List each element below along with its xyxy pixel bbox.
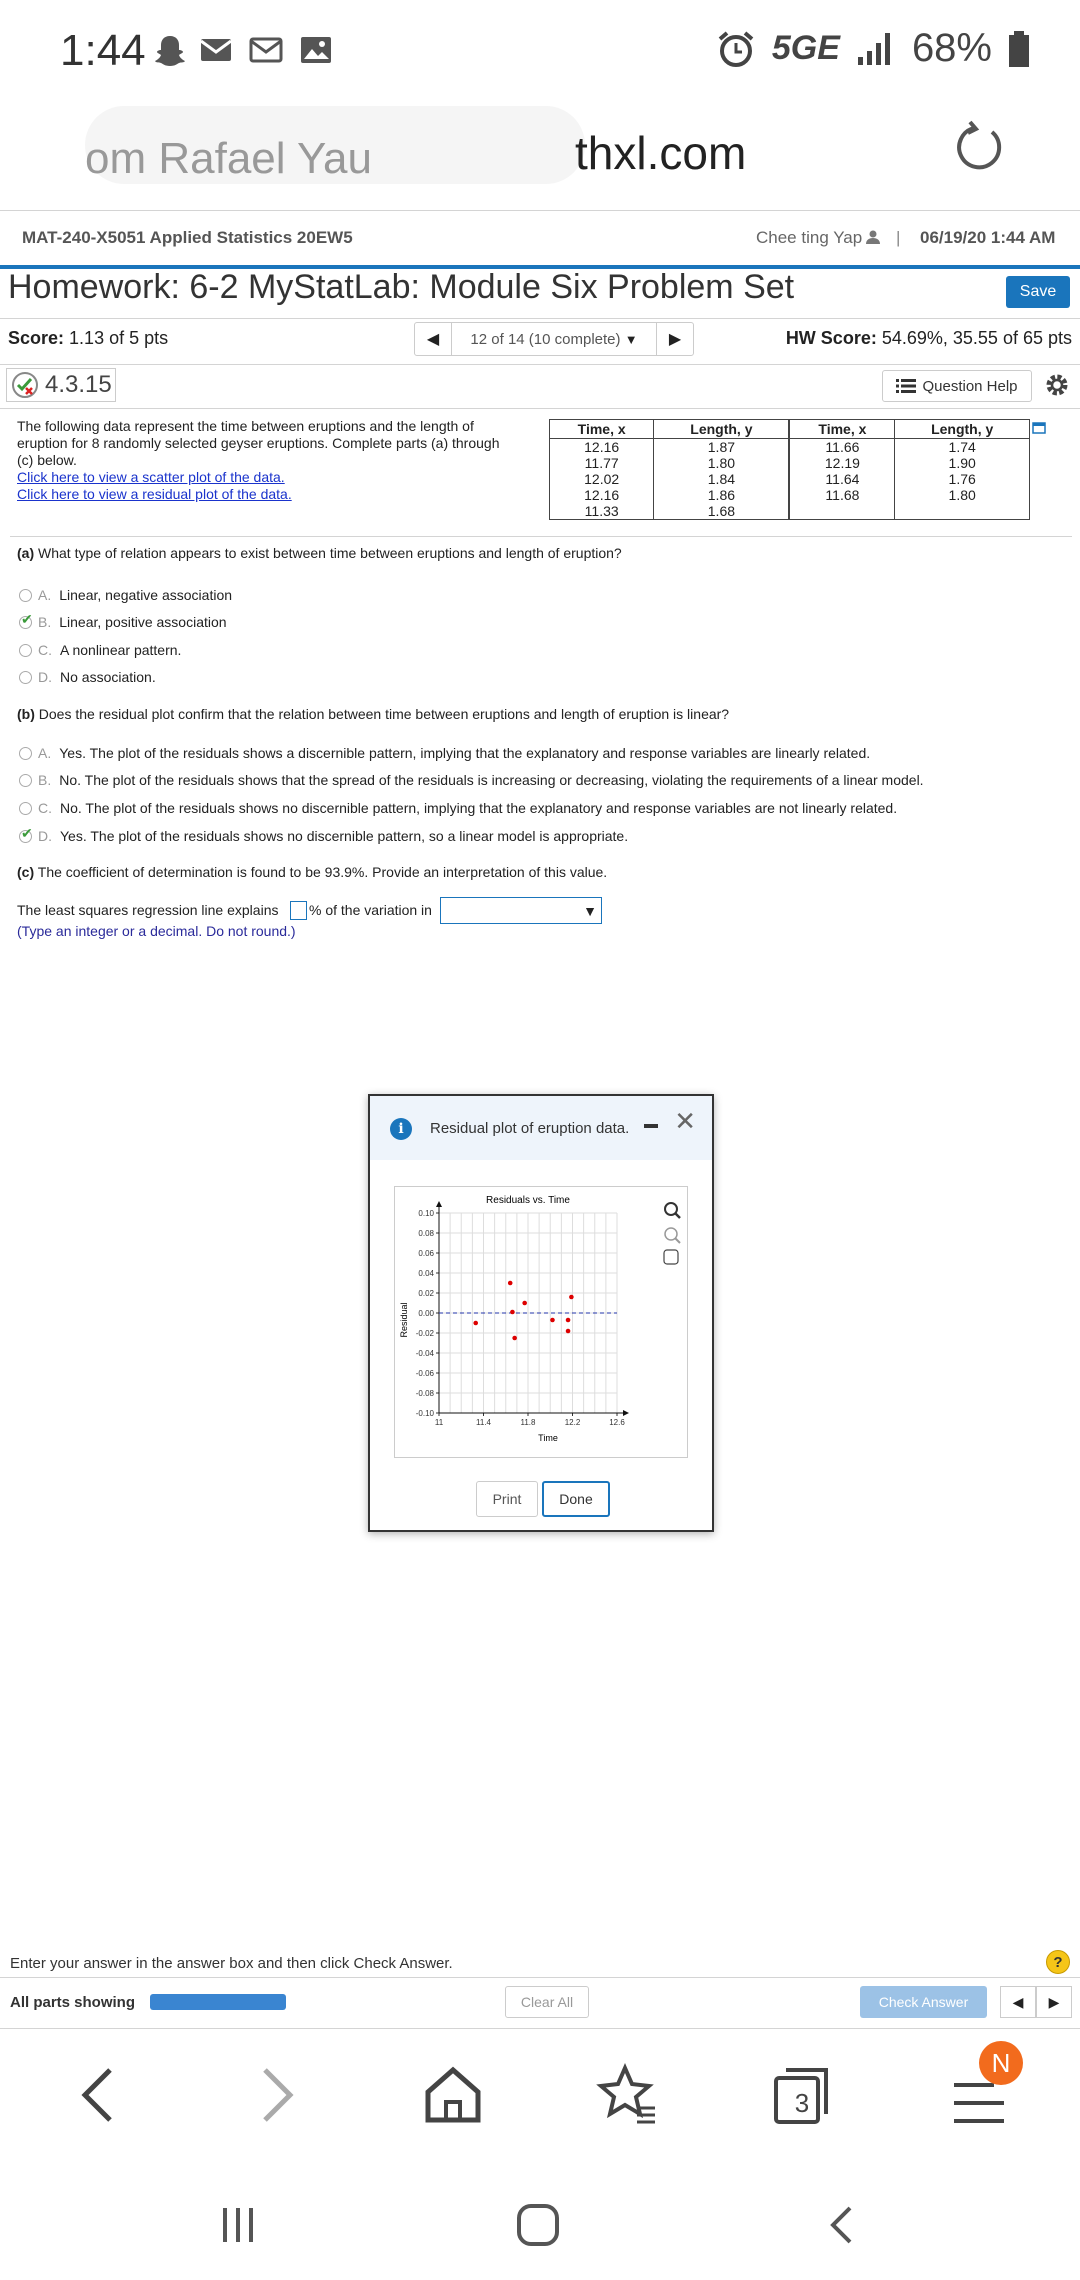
table-cell bbox=[789, 503, 894, 520]
plot-frame bbox=[394, 1186, 688, 1458]
browser-bottom-nav bbox=[0, 2030, 1080, 2160]
problem-intro bbox=[17, 418, 537, 503]
y-tick-label: -0.10 bbox=[415, 1409, 434, 1418]
residual-plot-link[interactable]: Click here to view a residual plot of the data. bbox=[17, 486, 292, 502]
list-icon bbox=[896, 378, 916, 394]
answer-hint: (Type an integer or a decimal. Do not round.) bbox=[17, 923, 296, 939]
problem-id-box bbox=[6, 368, 116, 402]
recent-apps-icon[interactable] bbox=[213, 2200, 263, 2250]
close-icon[interactable]: ✕ bbox=[674, 1106, 696, 1136]
y-tick-label: -0.06 bbox=[415, 1369, 434, 1378]
table-cell: 11.64 bbox=[789, 471, 894, 487]
next-part-button[interactable]: ▶ bbox=[1036, 1986, 1072, 2018]
answer-mid: % of the variation in bbox=[309, 902, 432, 918]
question-select[interactable] bbox=[451, 323, 657, 355]
course-header bbox=[0, 210, 1080, 266]
part-a-option-d[interactable] bbox=[19, 669, 156, 685]
data-point bbox=[522, 1301, 527, 1306]
table-cell: 1.74 bbox=[895, 439, 1030, 456]
question-text: What type of relation appears to exist between time between eruptions and length of eruption? bbox=[38, 545, 622, 561]
previous-tab-title[interactable]: om Rafael Yau bbox=[85, 134, 372, 183]
chevron-down-icon: ▼ bbox=[583, 902, 597, 919]
y-tick-label: -0.04 bbox=[415, 1349, 434, 1358]
minimize-button[interactable] bbox=[644, 1124, 658, 1128]
residual-chart bbox=[395, 1187, 689, 1459]
all-parts-label: All parts showing bbox=[10, 1994, 136, 2011]
problem-number: 4.3.15 bbox=[45, 371, 112, 398]
part-a-option-c[interactable] bbox=[19, 642, 181, 658]
footer-bar bbox=[0, 1978, 1080, 2028]
answer-prefix: The least squares regression line explains bbox=[17, 902, 279, 918]
y-tick-label: 0.10 bbox=[418, 1209, 434, 1218]
option-text: No. The plot of the residuals shows no discernible pattern, implying that the explanatory and response variables are not linearly related. bbox=[60, 800, 898, 816]
part-b-option-c[interactable] bbox=[19, 800, 897, 816]
clear-all-button[interactable]: Clear All bbox=[505, 1986, 589, 2018]
system-back-icon[interactable] bbox=[818, 2200, 868, 2250]
part-label: (a) bbox=[17, 545, 35, 561]
back-icon[interactable] bbox=[65, 2060, 135, 2130]
table-cell: 12.19 bbox=[789, 455, 894, 471]
part-label: (c) bbox=[17, 864, 35, 880]
radio-button[interactable] bbox=[19, 747, 32, 760]
prev-part-button[interactable]: ◀ bbox=[1000, 1986, 1036, 2018]
radio-button-selected[interactable] bbox=[19, 830, 32, 843]
user-name[interactable]: Chee ting Yap bbox=[756, 228, 863, 247]
part-a-option-b[interactable] bbox=[19, 614, 227, 630]
table-cell: 11.33 bbox=[584, 503, 619, 519]
y-tick-label: 0.02 bbox=[418, 1289, 434, 1298]
hw-score bbox=[786, 328, 1072, 349]
x-tick-label: 11.4 bbox=[476, 1418, 491, 1427]
chart-ticks bbox=[416, 1209, 626, 1427]
hw-score-label: HW Score: bbox=[785, 328, 877, 348]
table-cell: 1.68 bbox=[654, 503, 790, 520]
table-header-row bbox=[550, 420, 1030, 439]
option-letter: B. bbox=[38, 772, 52, 788]
data-table bbox=[549, 419, 1030, 520]
data-point bbox=[512, 1336, 517, 1341]
prev-question-button[interactable]: ◀ bbox=[426, 331, 440, 348]
page-title: Homework: 6-2 MyStatLab: Module Six Problem Set bbox=[8, 268, 795, 306]
divider bbox=[10, 536, 1072, 537]
radio-button[interactable] bbox=[19, 774, 32, 787]
alarm-icon bbox=[716, 29, 756, 69]
intro-line: (c) below. bbox=[17, 452, 77, 468]
intro-line: eruption for 8 randomly selected geyser eruptions. Complete parts (a) through bbox=[17, 435, 500, 451]
x-axis-arrow bbox=[623, 1410, 629, 1416]
part-a-question bbox=[17, 545, 622, 561]
part-c-question bbox=[17, 864, 607, 880]
system-nav bbox=[0, 2170, 1080, 2280]
option-letter: A. bbox=[38, 587, 52, 603]
divider bbox=[0, 2028, 1080, 2029]
status-bar bbox=[0, 0, 1080, 100]
zoom-out-handle bbox=[675, 1238, 680, 1243]
option-letter: C. bbox=[38, 800, 52, 816]
part-a-option-a[interactable] bbox=[19, 587, 232, 603]
data-point bbox=[569, 1295, 574, 1300]
reload-icon[interactable] bbox=[950, 118, 1010, 178]
x-tick-label: 11 bbox=[434, 1418, 444, 1427]
chart-title: Residuals vs. Time bbox=[486, 1195, 570, 1206]
radio-button-selected[interactable] bbox=[19, 616, 32, 629]
column-header: Time, x bbox=[789, 420, 894, 439]
url-text[interactable]: thxl.com bbox=[575, 127, 747, 179]
mail-icon bbox=[198, 32, 234, 68]
option-text: Linear, negative association bbox=[59, 587, 233, 603]
question-text: The coefficient of determination is found to be 93.9%. Provide an interpretation of this value. bbox=[37, 864, 608, 880]
column-header: Length, y bbox=[895, 420, 1030, 439]
part-b-option-a[interactable] bbox=[19, 745, 870, 761]
question-text: Does the residual plot confirm that the relation between time between eruptions and length of eruption is linear? bbox=[38, 706, 730, 722]
x-tick-label: 11.8 bbox=[520, 1418, 536, 1427]
table-row bbox=[550, 471, 1030, 487]
option-letter: C. bbox=[38, 642, 52, 658]
progress-bar bbox=[150, 1994, 286, 2010]
divider bbox=[0, 408, 1080, 409]
column-header: Length, y bbox=[654, 420, 790, 439]
score-text bbox=[8, 328, 168, 349]
table-row bbox=[550, 455, 1030, 471]
option-letter: A. bbox=[38, 745, 52, 761]
problem-row bbox=[0, 364, 1080, 408]
battery-icon bbox=[1008, 29, 1030, 69]
system-home-icon[interactable] bbox=[513, 2200, 563, 2250]
x-tick-label: 12.6 bbox=[609, 1418, 625, 1427]
chart-grid bbox=[439, 1213, 617, 1413]
percent-answer-input[interactable] bbox=[290, 901, 307, 920]
table-cell: 11.77 bbox=[584, 455, 619, 471]
score-row bbox=[0, 322, 1080, 364]
popout-chart-icon[interactable] bbox=[664, 1250, 678, 1264]
radio-button[interactable] bbox=[19, 589, 32, 602]
option-text: No association. bbox=[60, 669, 156, 685]
save-button[interactable]: Save bbox=[1006, 276, 1070, 308]
data-point bbox=[550, 1318, 555, 1323]
data-point bbox=[566, 1318, 571, 1323]
snapchat-icon bbox=[152, 32, 188, 68]
forward-icon[interactable] bbox=[240, 2060, 310, 2130]
question-help-button[interactable] bbox=[882, 370, 1032, 402]
option-text: Yes. The plot of the residuals shows no discernible pattern, so a linear model is appropriate. bbox=[60, 828, 629, 844]
y-axis-arrow bbox=[436, 1201, 442, 1207]
part-b-option-d[interactable] bbox=[19, 828, 628, 844]
option-text: A nonlinear pattern. bbox=[60, 642, 182, 658]
table-cell: 1.80 bbox=[895, 487, 1030, 503]
gear-icon[interactable] bbox=[1044, 372, 1070, 398]
print-button[interactable]: Print bbox=[476, 1481, 538, 1517]
check-answer-button[interactable]: Check Answer bbox=[860, 1986, 987, 2018]
score-value: 1.13 of 5 pts bbox=[69, 328, 169, 348]
table-cell: 12.02 bbox=[584, 471, 620, 487]
part-b-question bbox=[17, 706, 729, 722]
bookmarks-icon[interactable] bbox=[593, 2060, 663, 2130]
footer-instruction: Enter your answer in the answer box and then click Check Answer. bbox=[10, 1955, 453, 1972]
divider bbox=[0, 318, 1080, 319]
option-text: Yes. The plot of the residuals shows a discernible pattern, implying that the explanatory and response variables are linearly related. bbox=[59, 745, 871, 761]
table-cell: 12.16 bbox=[584, 487, 620, 503]
y-tick-label: 0.08 bbox=[418, 1229, 434, 1238]
y-tick-label: 0.00 bbox=[418, 1309, 434, 1318]
radio-button[interactable] bbox=[19, 671, 32, 684]
question-help-label: Question Help bbox=[922, 377, 1018, 395]
next-question-button[interactable]: ▶ bbox=[668, 331, 682, 348]
data-point bbox=[566, 1329, 571, 1334]
chart-points bbox=[473, 1281, 573, 1341]
x-axis-label: Time bbox=[538, 1433, 558, 1443]
data-point bbox=[473, 1321, 478, 1326]
table-row bbox=[550, 439, 1030, 456]
table-cell: 1.90 bbox=[895, 455, 1030, 471]
partial-credit-icon bbox=[11, 371, 39, 399]
table-cell: 11.66 bbox=[789, 439, 894, 456]
mail-check-icon bbox=[248, 32, 284, 68]
status-time: 1:44 bbox=[60, 26, 146, 75]
table-cell bbox=[895, 503, 1030, 520]
radio-button[interactable] bbox=[19, 802, 32, 815]
table-cell: 1.84 bbox=[654, 471, 790, 487]
question-position: 12 of 14 (10 complete) bbox=[470, 330, 621, 348]
option-text: Linear, positive association bbox=[59, 614, 227, 630]
dialog-title: Residual plot of eruption data. bbox=[430, 1120, 630, 1137]
table-cell: 12.16 bbox=[584, 439, 620, 455]
hw-score-value: 54.69%, 35.55 of 65 pts bbox=[881, 328, 1072, 348]
radio-button[interactable] bbox=[19, 644, 32, 657]
table-cell: 11.68 bbox=[789, 487, 894, 503]
profile-badge[interactable]: N bbox=[979, 2041, 1023, 2085]
y-tick-label: 0.06 bbox=[418, 1249, 434, 1258]
x-tick-label: 12.2 bbox=[564, 1418, 581, 1427]
zoom-in-handle bbox=[675, 1213, 680, 1218]
option-letter: B. bbox=[38, 614, 52, 630]
data-point bbox=[508, 1281, 513, 1286]
header-separator: | bbox=[896, 228, 901, 247]
table-cell: 1.86 bbox=[654, 487, 790, 503]
tabs-count: 3 bbox=[794, 2088, 810, 2118]
done-button[interactable]: Done bbox=[542, 1481, 610, 1517]
network-type: 5GE bbox=[771, 29, 840, 67]
table-row bbox=[550, 487, 1030, 503]
user-icon bbox=[866, 230, 880, 244]
table-row bbox=[550, 503, 1030, 520]
score-label: Score: bbox=[8, 328, 65, 348]
variable-dropdown[interactable] bbox=[440, 897, 602, 924]
y-tick-label: -0.02 bbox=[415, 1329, 434, 1338]
part-label: (b) bbox=[17, 706, 35, 722]
image-icon bbox=[298, 32, 334, 68]
y-axis-label: Residual bbox=[399, 1302, 409, 1338]
option-letter: D. bbox=[38, 828, 52, 844]
option-text: No. The plot of the residuals shows that the spread of the residuals is increasing or decreasing, violating the requirements of a linear model. bbox=[59, 772, 924, 788]
y-tick-label: -0.08 bbox=[415, 1389, 434, 1398]
popout-icon[interactable] bbox=[1032, 422, 1046, 434]
chevron-down-icon: ▼ bbox=[624, 331, 638, 347]
info-icon: i bbox=[390, 1118, 412, 1140]
course-name: MAT-240-X5051 Applied Statistics 20EW5 bbox=[22, 228, 353, 247]
data-point bbox=[510, 1310, 515, 1315]
home-icon[interactable] bbox=[418, 2060, 488, 2130]
table-cell: 1.80 bbox=[654, 455, 790, 471]
table-cell: 1.76 bbox=[895, 471, 1030, 487]
status-right bbox=[716, 26, 1030, 71]
y-tick-label: 0.04 bbox=[418, 1269, 434, 1278]
residual-plot-dialog bbox=[368, 1094, 714, 1532]
intro-line: The following data represent the time between eruptions and the length of bbox=[17, 418, 474, 434]
option-letter: D. bbox=[38, 669, 52, 685]
browser-address-bar bbox=[0, 100, 1080, 210]
help-icon[interactable]: ? bbox=[1046, 1950, 1070, 1974]
table-cell: 1.87 bbox=[654, 439, 790, 456]
question-navigator bbox=[414, 322, 694, 356]
scatter-plot-link[interactable]: Click here to view a scatter plot of the data. bbox=[17, 469, 285, 485]
part-b-option-b[interactable] bbox=[19, 772, 924, 788]
current-datetime: 06/19/20 1:44 AM bbox=[920, 228, 1056, 247]
signal-icon bbox=[856, 31, 896, 67]
battery-percent: 68% bbox=[911, 26, 992, 70]
column-header: Time, x bbox=[550, 420, 654, 439]
